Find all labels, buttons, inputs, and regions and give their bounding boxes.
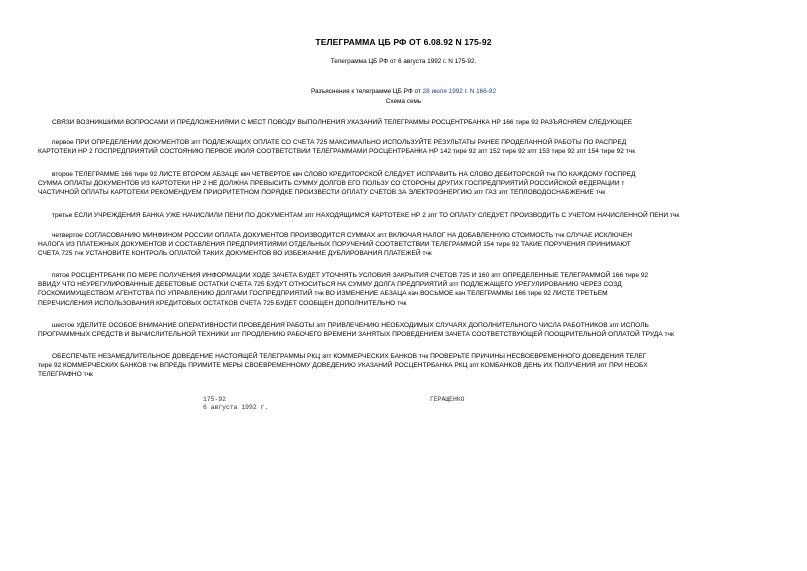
paragraph-intro <box>52 118 807 127</box>
paragraph-line: ВВИДУ ЧТО НЕУРЕГУЛИРОВАННЫЕ ДЕБЕТОВЫЕ ОСТАТКИ СЧЕТА 725 БУДУТ ОТНОСИТЬСЯ НА СУММУ ДОЛГА ПРЕДПРИЯТИЙ зпт ПОДЛЕЖАЩЕГО УРЕГУЛИРОВАНИЮ ЧЕРЕЗ СОЗД <box>38 281 622 289</box>
paragraph-final <box>38 352 807 380</box>
paragraph-line: СЧЕТА 725 тчк УСТАНОВИТЕ КОНТРОЛЬ ОПЛАТОЙ ТАКИХ ДОКУМЕНТОВ ВО ИЗБЕЖАНИЕ ДУБЛИРОВАНИЯ ПЛАТЕЖЕЙ тчк <box>38 250 432 258</box>
signature-number: 175-92 <box>203 396 227 403</box>
clarification-link[interactable]: 28 июля 1992 г. N 166-92 <box>422 88 497 95</box>
paragraph-line: первое ПРИ ОПРЕДЕЛЕНИИ ДОКУМЕНТОВ зпт ПОДЛЕЖАЩИХ ОПЛАТЕ СО СЧЕТА 725 МАКСИМАЛЬНО ИСПОЛЬЗУЙТЕ РЕЗУЛЬТАТЫ РАНЕЕ ПРОДЕЛАННОЙ РАБОТЫ ПО РАСПРЕД <box>52 139 627 146</box>
paragraph-third <box>52 211 807 220</box>
paragraph-line: СУММА ОПЛАТЫ ДОКУМЕНТОВ ИЗ КАРТОТЕКИ НР 2 НЕ ДОЛЖНА ПРЕВЫСИТЬ СУММУ ДОЛГОВ ЕГО ПОЛЬЗУ СО СТОРОНЫ ДРУГИХ ГОСПРЕДПРИЯТИЙ РОССИЙСКОЙ ФЕДЕРАЦИИ т <box>38 180 625 188</box>
paragraph-line: ТЕЛЕГРАФНО тчк <box>38 371 93 379</box>
scheme-label: Схема семь <box>385 98 422 105</box>
paragraph-line: ПРОГРАММНЫХ СРЕДСТВ И ВЫЧИСЛИТЕЛЬНОЙ ТЕХНИКИ зпт ПРОДЛЕНИЮ РАБОЧЕГО ВРЕМЕНИ ЗАНЯТЫХ ПРОВЕДЕНИЕМ ЗАЧЕТА СООТВЕТСТВУЮЩЕЙ ПООЩРИТЕЛЬНОЙ ОПЛАТОЙ ТРУДА тчк <box>38 331 674 339</box>
paragraph-sixth <box>38 321 807 339</box>
document-title: ТЕЛЕГРАММА ЦБ РФ ОТ 6.08.92 N 175-92 <box>315 37 492 47</box>
paragraph-first <box>38 138 807 156</box>
paragraph-fourth <box>38 231 807 259</box>
paragraph-line: НАЛОГА ИЗ ПЛАТЕЖНЫХ ДОКУМЕНТОВ И СОСТАВЛЕНИЯ ПРЕДПРИЯТИЯМИ ОТДЕЛЬНЫХ ПОРУЧЕНИЙ СООТВЕТСТВИИ ТЕЛЕГРАММОЙ 154 тире 92 ТАКИЕ ПОРУЧЕНИЯ ПРИНИМАЮТ <box>38 241 631 249</box>
paragraph-line: СВЯЗИ ВОЗНИКШИМИ ВОПРОСАМИ И ПРЕДЛОЖЕНИЯМИ С МЕСТ ПОВОДУ ВЫПОЛНЕНИЯ УКАЗАНИЙ ТЕЛЕГРАММЫ РОСЦЕНТРБАНКА НР 166 тире 92 РАЗЪЯСНЯЕМ СЛЕДУЮЩЕЕ <box>52 119 633 126</box>
paragraph-line: ПЕРЕЧИСЛЕНИЯ ИСПОЛЬЗОВАНИЯ КРЕДИТОВЫХ ОСТАТКОВ СЧЕТА 725 БУДЕТ СООБЩЕН ДОПОЛНИТЕЛЬНО тчк <box>38 299 407 307</box>
paragraph-line: третье ЕСЛИ УЧРЕЖДЕНИЯ БАНКА УЖЕ НАЧИСЛИЛИ ПЕНИ ПО ДОКУМЕНТАМ зпт НАХОДЯЩИМСЯ КАРТОТЕКЕ НР 2 зпт ТО ОПЛАТУ СЛЕДУЕТ ПРОИЗВОДИТЬ С УЧЕТОМ НАЧИСЛЕННОЙ ПЕНИ тчк <box>52 212 680 219</box>
clarification-line <box>0 88 807 95</box>
paragraph-line: второе ТЕЛЕГРАММЕ 166 тире 92 ЛИСТЕ ВТОРОМ АБЗАЦЕ квч ЧЕТВЕРТОЕ квч СЛОВО КРЕДИТОРСКОЙ СЛЕДУЕТ ИСПРАВИТЬ НА СЛОВО ДЕБИТОРСКОЙ тчк ПО КАЖДОМУ ГОСПРЕД <box>52 171 636 178</box>
paragraph-line: ЧАСТИЧНОЙ ОПЛАТЫ КАРТОТЕКИ РЕКОМЕНДУЕМ ПРИОРИТЕТНОМ ПОРЯДКЕ ПРОИЗВЕСТИ ОПЛАТУ СЧЕТОВ ЗА ЭЛЕКТРОЭНЕРГИЮ зпт ГАЗ зпт ТЕПЛОВОДОСНАБЖЕНИЕ тчк <box>38 189 606 197</box>
paragraph-line: пятое РОСЦЕНТРБАНК ПО МЕРЕ ПОЛУЧЕНИЯ ИНФОРМАЦИИ ХОДЕ ЗАЧЕТА БУДЕТ УТОЧНЯТЬ УСЛОВИЯ ЗАКРЫТИЯ СЧЕТОВ 725 И 160 зпт ОПРЕДЕЛЕННЫЕ ТЕЛЕГРАММОЙ 166 тире 92 <box>52 272 649 279</box>
paragraph-line: КАРТОТЕКИ НР 2 ГОСПРЕДПРИЯТИЙ СОСТОЯНИЮ ПЕРВОЕ ИЮЛЯ СООТВЕТСТВИИ ТЕЛЕГРАММАМИ РОСЦЕНТРБАНКА НР 142 тире 92 зпт 152 тире 92 зпт 153 тире 92 зпт 154 тире 92 тчк <box>38 148 636 156</box>
paragraph-line: шестое УДЕЛИТЕ ОСОБОЕ ВНИМАНИЕ ОПЕРАТИВНОСТИ ПРОВЕДЕНИЯ РАБОТЫ зпт ПРИВЛЕЧЕНИЮ НЕОБХОДИМЫХ СЛУЧАЯХ ДОПОЛНИТЕЛЬНОГО ЧИСЛА РАБОТНИКОВ зпт ИСПОЛЬ <box>52 322 649 329</box>
signature-date: 6 августа 1992 г. <box>203 404 269 411</box>
paragraph-line: ОБЕСПЕЧЬТЕ НЕЗАМЕДЛИТЕЛЬНОЕ ДОВЕДЕНИЕ НАСТОЯЩЕЙ ТЕЛЕГРАММЫ РКЦ зпт КОММЕРЧЕСКИХ БАНКОВ тчк ПРОВЕРЬТЕ ПРИЧИНЫ НЕСВОЕВРЕМЕННОГО ДОВЕДЕНИЯ ТЕЛЕГ <box>52 353 647 360</box>
signature-name: ГЕРАЩЕНКО <box>430 396 465 403</box>
paragraph-line: четвертое СОГЛАСОВАНИЮ МИНФИНОМ РОССИИ ОПЛАТА ДОКУМЕНТОВ ПРОИЗВОДИТСЯ СУММАХ зпт ВКЛЮЧАЯ НАЛОГ НА ДОБАВЛЕННУЮ СТОИМОСТЬ тчк СЛУЧАЕ ИСКЛЮЧЕН <box>52 232 632 239</box>
document-subtitle: Телеграмма ЦБ РФ от 6 августа 1992 г. N 175-92. <box>330 58 477 65</box>
paragraph-second <box>38 170 807 198</box>
paragraph-line: тире 92 КОММЕРЧЕСКИХ БАНКОВ тчк ВПРЕДЬ ПРИМИТЕ МЕРЫ СВОЕВРЕМЕННОМУ ДОВЕДЕНИЮ УКАЗАНИЙ РОСЦЕНТРБАНКА РКЦ зпт КОМБАНКОВ ДЕНЬ ИХ ПОЛУЧЕНИЯ зпт ПРИ НЕОБХ <box>38 362 648 370</box>
paragraph-fifth <box>38 271 807 308</box>
paragraph-line: ГОСКОМИМУЩЕСТВОМ АГЕНТСТВА ПО УПРАВЛЕНИЮ ДОЛГАМИ ГОСПРЕДПРИЯТИЙ тчк ВО ИЗМЕНЕНИЕ АБЗАЦА кач ВОСЬМОЕ кач ТЕЛЕГРАММЫ 166 тире 92 ЛИСТЕ ТРЕТЬЕМ <box>38 290 608 298</box>
clarification-prefix: Разъяснения к телеграмме ЦБ РФ от <box>310 88 423 95</box>
